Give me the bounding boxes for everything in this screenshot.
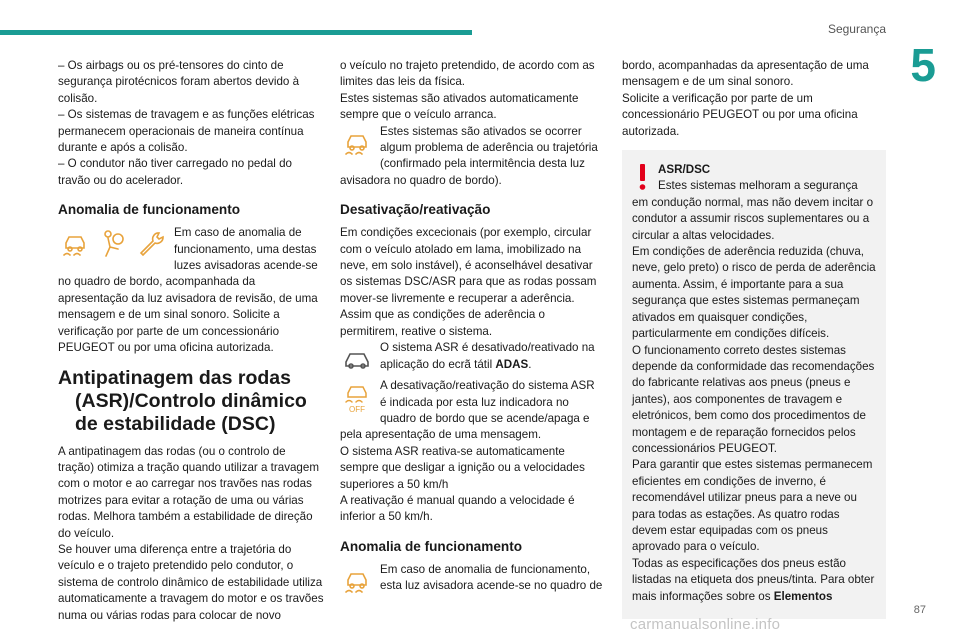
page-heading: Antipatinagem das rodas (ASR)/Controlo dinâmico de estabilidade (DSC) [58, 366, 307, 435]
list-item: – Os sistemas de travagem e as funções elétricas permanecem operacionais de maneira contínua durante e após a colisão. [58, 108, 315, 155]
list-item: – Os airbags ou os pré-tensores do cinto de segurança pirotécnicos foram abertos devido à colisão. [58, 59, 300, 105]
warning-title: ASR/DSC [658, 163, 711, 177]
paragraph: A reativação é manual quando a velocidade é inferior a 50 km/h. [340, 493, 575, 524]
paragraph: O sistema ASR reativa-se automaticamente sempre que desligar a ignição ou a velocidades superiores a 50 km/h [340, 444, 585, 491]
paragraph: Em condições de aderência reduzida (chuva, neve, gelo preto) o risco de perda de aderência aumenta. Assim, é importante para a sua segurança que estes sistemas permaneçam ativados em quaisquer condições, particularmente em condições difíceis. [632, 245, 876, 341]
column-1 [58, 58, 324, 624]
skid-car-icon [58, 227, 92, 261]
warning-lights-group [58, 227, 168, 261]
paragraph: o veículo no trajeto pretendido, de acordo com as limites das leis da física. [340, 59, 595, 89]
paragraph: Assim que as condições de aderência o permitirem, reative o sistema. [340, 308, 545, 338]
section-title: Segurança [827, 22, 886, 36]
paragraph: Solicite a verificação por parte de um concessionário PEUGEOT ou por uma oficina autorizada. [622, 91, 858, 138]
page-number: 87 [913, 604, 926, 616]
section-heading: Anomalia de funcionamento [340, 538, 523, 554]
column-2 [340, 58, 604, 600]
elements-link-text: Elementos [773, 589, 833, 603]
airbag-person-icon [96, 227, 130, 261]
paragraph: bordo, acompanhadas da apresentação de uma mensagem e de um sinal sonoro. [622, 59, 869, 89]
paragraph: Estes sistemas melhoram a segurança em condução normal, mas não devem incitar o condutor a assumir riscos suplementares ou a circular a altas velocidades. [632, 179, 874, 242]
malfunction-text: Em caso de anomalia de funcionamento, uma destas luzes avisadoras acende-se no quadro de bordo, acompanhada da apresentação da luz avisadora de revisão, de uma mensagem e de um sinal sonoro. Solicite a verificação por parte de um concessionário PEUGEOT ou por uma oficina autorizada. [58, 226, 318, 355]
asr-text: O sistema ASR é desativado/reativado na aplicação do ecrã tátil [380, 341, 595, 371]
paragraph [632, 556, 876, 605]
exclamation-icon [632, 162, 654, 192]
chapter-number: 5 [910, 39, 936, 91]
paragraph: O funcionamento correto destes sistemas depende da conformidade das recomendações do fabricante relativas aos pneus (pneus e jantes), aos componentes de travagem e eletrónicos, bem como dos procedimentos de montagem e de reparação fornecidos pelos concessionários PEUGEOT. [632, 343, 875, 455]
skid-car-icon [340, 126, 374, 160]
skid-car-icon [340, 564, 374, 598]
wrench-icon [134, 227, 168, 261]
warning-box [622, 150, 886, 619]
adas-label: ADAS [495, 357, 529, 371]
paragraph: Se houver uma diferença entre a trajetória do veículo e o trajeto pretendido pelo condutor, o sistema de controlo dinâmico de estabilidade utiliza automaticamente a travagem do motor e os travões numa ou várias rodas para colocar de novo [58, 542, 324, 622]
paragraph: A antipatinagem das rodas (ou o controlo de tração) otimiza a tração quando utilizar a travagem com o motor e ao carregar nos travões nas rodas motrizes para evitar a rotação de uma ou várias rodas. Melhora também a estabilidade de direção do veículo. [58, 444, 319, 540]
paragraph: Em condições excecionais (por exemplo, circular com o veículo atolado em lama, imobilizado na neve, em solo instável), é aconselhável desativar os sistemas DSC/ASR para que as rodas possam mover-se livremente e recuperar a aderência. [340, 226, 597, 305]
car-outline-icon [340, 342, 374, 376]
tyre-text: Todas as especificações dos pneus estão listadas na etiqueta dos pneus/tinta. Para obter mais informações sobre os [632, 556, 875, 603]
paragraph: Em caso de anomalia de funcionamento, esta luz avisadora acende-se no quadro de [380, 562, 603, 593]
paragraph: Estes sistemas são ativados se ocorrer algum problema de aderência ou trajetória (confirmado pela intermitência desta luz avisadora no quadro de bordo). [340, 124, 598, 187]
paragraph [340, 340, 604, 373]
off-label: OFF [349, 405, 365, 415]
section-heading: Desativação/reativação [340, 202, 491, 218]
skid-off-icon [340, 380, 374, 414]
column-3 [622, 58, 886, 619]
section-heading: Anomalia de funcionamento [58, 202, 241, 218]
paragraph: A desativação/reativação do sistema ASR é indicada por esta luz indicadora no quadro de bordo que se acende/apaga e pela apresentação de uma mensagem. [340, 379, 595, 442]
header-accent-bar [0, 30, 472, 35]
paragraph: Para garantir que estes sistemas permanecem eficientes em condições de inverno, é recomendável utilizar pneus para a neve ou para todas as estações. As quatro rodas devem estar equipadas com os pneus aprovado para o veículo. [632, 458, 873, 554]
watermark: carmanualsonline.info [630, 616, 781, 633]
asr-text-end: . [528, 357, 532, 371]
paragraph: Estes sistemas são ativados automaticamente sempre que o veículo arranca. [340, 91, 579, 122]
list-item: – O condutor não tiver carregado no pedal do travão ou do acelerador. [58, 157, 292, 187]
